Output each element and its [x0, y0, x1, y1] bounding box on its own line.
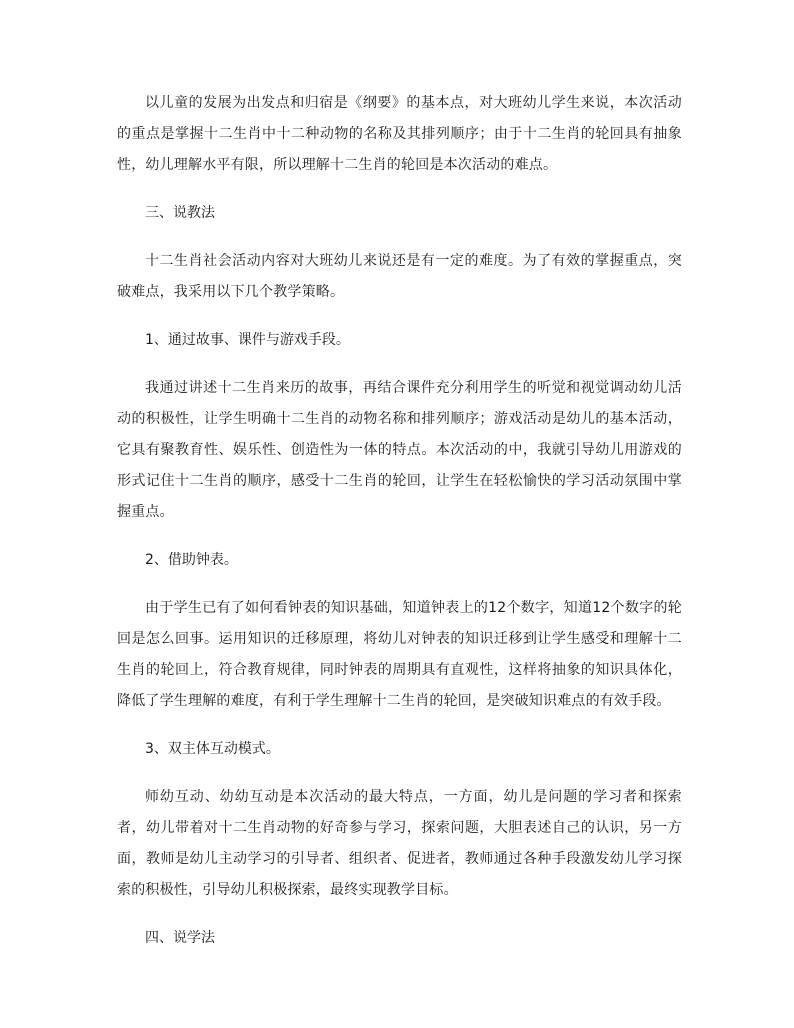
paragraph-teaching-methods-intro: 十二生肖社会活动内容对大班幼儿来说还是有一定的难度。为了有效的掌握重点，突破难点，我采用以下几个教学策略。 [117, 253, 682, 300]
paragraph-dual-subject-interaction: 师幼互动、幼幼互动是本次活动的最大特点，一方面，幼儿是问题的学习者和探索者，幼儿带着对十二生肖动物的好奇参与学习，探索问题，大胆表述自己的认识，另一方面，教师是幼儿主动学习的引导者、组织者、促进者，教师通过各种手段激发幼儿学习探索的积极性，引导幼儿积极探索，最终实现教学目标。 [117, 789, 682, 898]
document-body [117, 88, 682, 954]
paragraph-story-courseware-game: 我通过讲述十二生肖来历的故事，再结合课件充分利用学生的听觉和视觉调动幼儿活动的积极性，让学生明确十二生肖的动物名称和排列顺序；游戏活动是幼儿的基本活动，它具有聚教育性、娱乐性、创造性为一体的特点。本次活动的中，我就引导幼儿用游戏的形式记住十二生肖的顺序，感受十二生肖的轮回，让学生在轻松愉快的学习活动氛围中掌握重点。 [117, 380, 682, 520]
paragraph-clock: 由于学生已有了如何看钟表的知识基础，知道钟表上的12个数字，知道12个数字的轮回是怎么回事。运用知识的迁移原理，将幼儿对钟表的知识迁移到让学生感受和理解十二生肖的轮回上，符合教育规律，同时钟表的周期具有直观性，这样将抽象的知识具体化，降低了学生理解的难度，有利于学生理解十二生肖的轮回，是突破知识难点的有效手段。 [117, 600, 682, 709]
section-heading-teaching-methods: 三、说教法 [145, 205, 215, 221]
section-heading-learning-methods: 四、说学法 [145, 930, 215, 946]
subheading-dual-subject-interaction: 3、双主体互动模式。 [145, 741, 280, 757]
subheading-clock: 2、借助钟表。 [145, 552, 238, 568]
subheading-story-courseware-game: 1、通过故事、课件与游戏手段。 [145, 332, 350, 348]
paragraph-focus-difficulty: 以儿童的发展为出发点和归宿是《纲要》的基本点，对大班幼儿学生来说，本次活动的重点是掌握十二生肖中十二种动物的名称及其排列顺序；由于十二生肖的轮回具有抽象性，幼儿理解水平有限，所以理解十二生肖的轮回是本次活动的难点。 [117, 95, 682, 173]
